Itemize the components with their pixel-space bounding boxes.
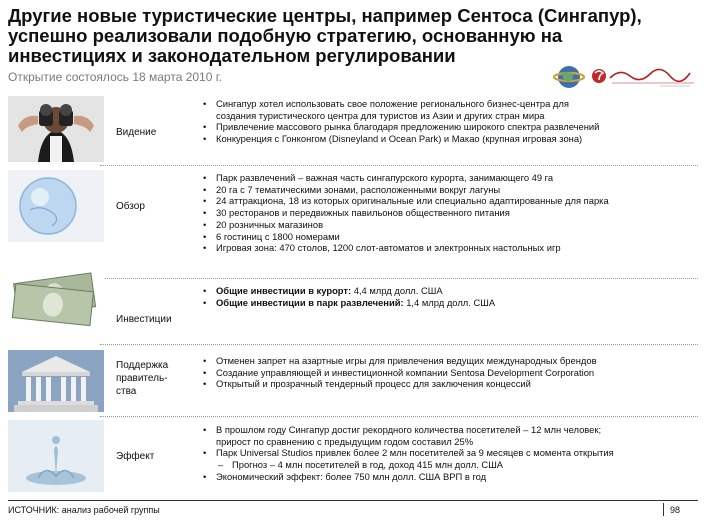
bullet-item: • 20 розничных магазинов <box>202 219 609 231</box>
row-label-line: ства <box>116 386 137 397</box>
title-line: инвестициях и законодательном регулировании <box>8 45 456 66</box>
universal-globe-logo <box>553 64 585 90</box>
money-bills-image <box>8 270 104 326</box>
bullet-item: • 20 га с 7 тематическими зонами, расположенными вокруг лагуны <box>202 184 609 196</box>
bullet-list <box>202 285 495 308</box>
bullet-item: • Создание управляющей и инвестиционной компании Sentosa Development Corporation <box>202 367 597 379</box>
row-divider <box>100 344 698 345</box>
bullet-item: • Привлечение массового рынка благодаря предложению широкого спектра развлечений <box>202 121 599 133</box>
bullet-list <box>202 172 609 254</box>
bullet-list <box>202 98 599 145</box>
row-label-line: Поддержка <box>116 360 169 371</box>
water-splash-image <box>8 420 104 492</box>
row-label: Видение <box>116 127 157 138</box>
bullet-bold: Общие инвестиции в парк развлечений: <box>216 296 404 308</box>
bullet-item: • 24 аттракциона, 18 из которых оригинальные или специально адаптированные для парка <box>202 195 609 207</box>
page-number-separator <box>663 503 664 516</box>
bullet-text: 1,4 млрд долл. США <box>403 296 496 308</box>
title-line: успешно реализовали подобную стратегию, основанную на <box>8 25 563 46</box>
bullet-item: • Открытый и прозрачный тендерный процесс для заключения концессий <box>202 378 597 390</box>
bullet-list <box>202 355 597 390</box>
bullet-item: • Отменен запрет на азартные игры для привлечения ведущих международных брендов <box>202 355 597 367</box>
row-divider <box>100 165 698 166</box>
bullet-text: 4,4 млрд долл. США <box>351 285 443 296</box>
footer-divider <box>8 500 698 501</box>
bullet-item: • В прошлом году Сингапур достиг рекордного количества посетителей – 12 млн человек; <box>202 424 614 436</box>
bullet-item: • 30 ресторанов и передвижных павильонов общественного питания <box>202 207 609 219</box>
row-label: Инвестиции <box>116 314 172 325</box>
bullet-item: • Игровая зона: 470 столов, 1200 слот-автоматов и электронных настольных игр <box>202 242 609 254</box>
row-label: Обзор <box>116 201 145 212</box>
bullet-bold: Общие инвестиции в курорт: <box>216 285 352 296</box>
page-title <box>8 6 698 66</box>
bullet-item-continuation: создания туристического центра для туристов из Азии и других стран мира <box>216 109 545 121</box>
bullet-item: • Сингапур хотел использовать свое положение регионального бизнес-центра для <box>202 98 599 110</box>
source-note: ИСТОЧНИК: анализ рабочей группы <box>8 505 160 515</box>
bullet-item <box>202 285 495 297</box>
bullet-item: • Парк развлечений – важная часть сингапурского курорта, занимающего 49 га <box>202 172 609 184</box>
row-divider <box>100 278 698 279</box>
crystal-globe-image <box>8 170 104 242</box>
bullet-item: • Конкуренция с Гонконгом (Disneyland и Ocean Park) и Макао (крупная игровая зона) <box>202 133 599 145</box>
title-line: Другие новые туристические центры, например Сентоса (Сингапур), <box>8 5 642 26</box>
page-number: 98 <box>670 505 681 515</box>
resorts-world-logo <box>590 64 700 90</box>
bullet-item: • Экономический эффект: более 750 млн долл. США ВРП в год <box>202 471 614 483</box>
bullet-item: • Парк Universal Studios привлек более 2 млн посетителей за 9 месяцев с момента открытия <box>202 447 614 459</box>
bullet-item <box>202 297 495 309</box>
bullet-item: • 6 гостиниц с 1800 номерами <box>202 231 609 243</box>
sub-bullet-item: – Прогноз – 4 млн посетителей в год, доход 415 млн долл. США <box>202 459 614 471</box>
bullet-item-continuation: прирост по сравнению с предыдущим годом составил 25% <box>216 435 474 447</box>
row-label: Эффект <box>116 451 155 462</box>
row-label-line: правитель- <box>116 373 168 384</box>
government-building-image <box>8 350 104 412</box>
bullet-list <box>202 424 614 483</box>
page-subtitle: Открытие состоялось 18 марта 2010 г. <box>8 70 222 84</box>
row-divider <box>100 416 698 417</box>
binoculars-person-image <box>8 96 104 162</box>
row-label-multiline <box>116 359 168 398</box>
